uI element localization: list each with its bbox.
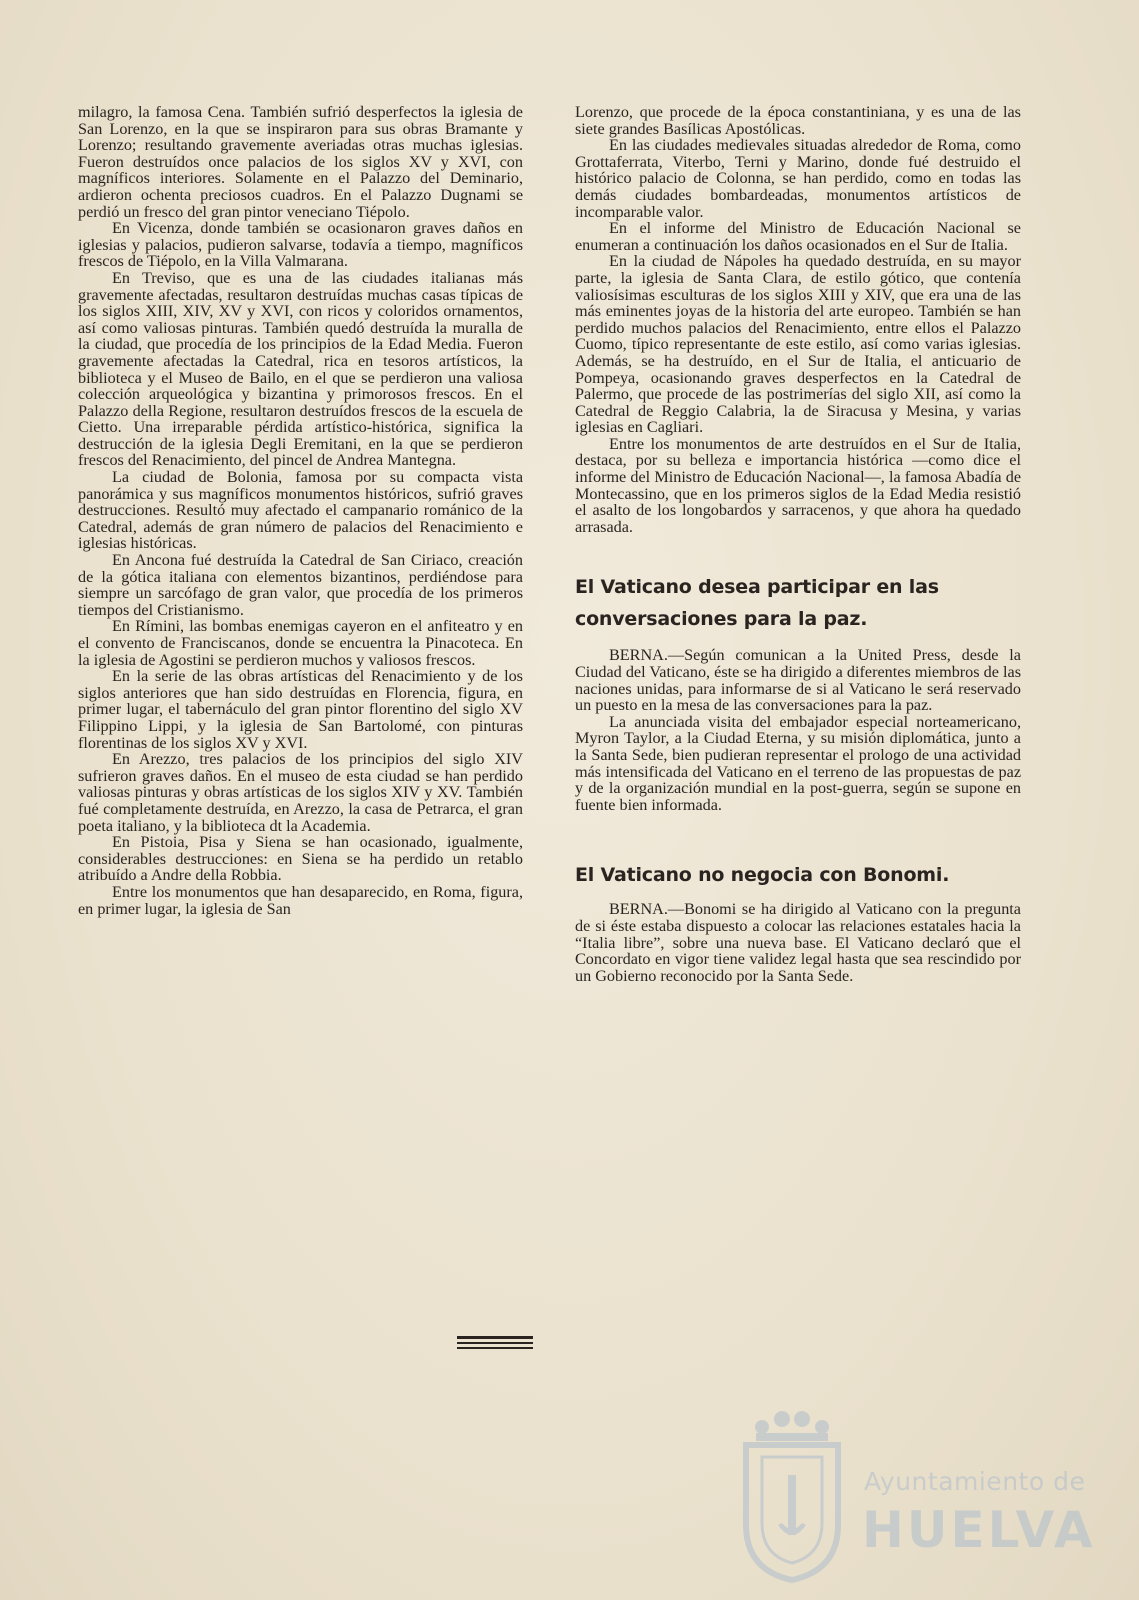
paragraph: En el informe del Ministro de Educación Nacional se enumeran a continuación los daños ocasionados en el Sur de Italia.	[575, 219, 1021, 254]
paragraph: En la serie de las obras artísticas del Renacimiento y de los siglos anteriores que han sido destruídas en Florencia, figura, en primer lugar, el tabernáculo del gran pintor florentino del siglo XV Filippino Lippi, y la iglesia de San Bartolomé, con pinturas florentinas de los siglos XV y XVI.	[78, 667, 523, 752]
paragraph: En Ancona fué destruída la Catedral de San Ciriaco, creación de la gótica italiana con elementos bizantinos, perdiéndose para siempre un sarcófago de gran valor, que procedía de los primeros tiempos del Cristianismo.	[78, 551, 523, 619]
huelva-watermark	[732, 1405, 1096, 1585]
paragraph: En Vicenza, donde también se ocasionaron graves daños en iglesias y palacios, pudieron salvarse, todavía a tiempo, magníficos frescos de Tiépolo, en la Villa Valmarana.	[78, 219, 523, 271]
paragraph: Lorenzo, que procede de la época constantiniana, y es una de las siete grandes Basílicas Apostólicas.	[575, 103, 1021, 138]
paragraph: BERNA.—Según comunican a la United Press, desde la Ciudad del Vaticano, éste se ha dirigido a diferentes miembros de las naciones unidas, para informarse de si al Vaticano le será reservado un puesto en la mesa de las conversaciones para la paz.	[575, 646, 1021, 715]
watermark-line1: Ayuntamiento de	[864, 1467, 1086, 1496]
paragraph: La ciudad de Bolonia, famosa por su compacta vista panorámica y sus magníficos monumentos históricos, sufrió graves destrucciones. Resultó muy afectado el campanario románico de la Catedral, además de gran número de palacios del Renacimiento e iglesias históricas.	[78, 468, 523, 553]
paragraph: milagro, la famosa Cena. También sufrió desperfectos la iglesia de San Lorenzo, en la que se inspiraron para sus obras Bramante y Lorenzo; resultando gravemente averiadas otras muchas iglesias. Fueron destruídos once palacios de los siglos XV y XVI, con magníficos interiores. Solamente en el Palazzo del Deminario, ardieron ochenta preciosos cuadros. En el Palazzo Dugnami se perdió un fresco del gran pintor veneciano Tiépolo.	[78, 103, 523, 221]
article-headline-vaticano-paz: El Vaticano desea participar en las conversaciones para la paz.	[575, 576, 939, 631]
paragraph: La anunciada visita del embajador especial norteamericano, Myron Taylor, a la Ciudad Eterna, y su misión diplomática, junto a la Santa Sede, bien pudieran representar el prologo de una actividad más intensificada del Vaticano en el terreno de las propuestas de paz y de la organización mundial en la post-guerra, según se supone en fuente bien informada.	[575, 712, 1021, 814]
paragraph: Entre los monumentos de arte destruídos en el Sur de Italia, destaca, por su belleza e importancia histórica —como dice el informe del Ministro de Educación Nacional—, la famosa Abadía de Montecassino, que en los primeros siglos de la Edad Media resistió el asalto de los longobardos y sarracenos, y que ahora ha quedado arrasada.	[575, 434, 1021, 536]
paragraph: En Pistoia, Pisa y Siena se han ocasionado, igualmente, considerables destrucciones: en Siena se ha perdido un retablo atribuído a Andre della Robbia.	[78, 833, 523, 885]
paragraph: BERNA.—Bonomi se ha dirigido al Vaticano con la pregunta de si éste estaba dispuesto a colocar las relaciones estatales hacia la “Italia libre”, sobre una nueva base. El Vaticano declaró que el Concordato en vigor tiene validez legal hasta que sea rescindido por un Gobierno reconocido por la Santa Sede.	[575, 900, 1021, 985]
huelva-crest-icon	[732, 1405, 852, 1585]
right-column	[575, 104, 1021, 984]
article-headline-bonomi: El Vaticano no negocia con Bonomi.	[575, 864, 950, 887]
watermark-line2: HUELVA	[862, 1501, 1096, 1559]
paragraph: En Rímini, las bombas enemigas cayeron en el anfiteatro y en el convento de Franciscanos, donde se encuentra la Pinacoteca. En la iglesia de Agostini se perdieron muchos y valiosos frescos.	[78, 617, 523, 669]
paragraph: En Treviso, que es una de las ciudades italianas más gravemente afectadas, resultaron destruídas muchas casas típicas de los siglos XIII, XIV, XV y XVI, con ricos y coloridos ornamentos, así como valiosas pinturas. También quedó destruída la muralla de la ciudad, que procedía de los principios de la Edad Media. Fueron gravemente afectadas la Catedral, rica en tesoros artísticos, la biblioteca y el Museo de Bailo, en el que se perdieron una valiosa colección arqueológica y bizantina y primorosos frescos. En el Palazzo della Regione, resultaron destruídos frescos de la escuela de Cietto. Una irreparable pérdida artístico-histórica, significa la destrucción de la iglesia Degli Eremitani, en la que se perdieron frescos del Renacimiento, del pincel de Andrea Mantegna.	[78, 268, 523, 470]
paragraph: Entre los monumentos que han desaparecido, en Roma, figura, en primer lugar, la iglesia de San	[78, 882, 523, 918]
paragraph: En Arezzo, tres palacios de los principios del siglo XIV sufrieron graves daños. En el museo de esta ciudad se han perdido valiosas pinturas y obras artísticas de los siglos XIV y XV. También fué completamente destruída, en Arezzo, la casa de Petrarca, el gran poeta italiano, y la biblioteca dt la Academia.	[78, 750, 523, 835]
left-column	[78, 104, 523, 917]
paragraph: En la ciudad de Nápoles ha quedado destruída, en su mayor parte, la iglesia de Santa Clara, de estilo gótico, que contenía valiosísimas esculturas de los siglos XIII y XIV, que era una de las más eminentes joyas de la historia del arte europeo. También se han perdido muchos palacios del Renacimiento, entre ellos el Palazzo Cuomo, típico representante de este estilo, así como varias iglesias. Además, se ha destruído, en el Sur de Italia, el anticuario de Pompeya, ocasionando graves desperfectos en la Catedral de Palermo, que procede de las postrimerías del siglo XII, así como la Catedral de Reggio Calabria, la de Siracusa y Mesina, y varias iglesias en Cagliari.	[575, 252, 1021, 437]
paragraph: En las ciudades medievales situadas alrededor de Roma, como Grottaferrata, Viterbo, Terni y Marino, donde fué destruido el histórico palacio de Colonna, se han perdido, como en todas las demás ciudades bombardeadas, monumentos artísticos de incomparable valor.	[575, 136, 1021, 221]
section-divider	[457, 1336, 533, 1352]
